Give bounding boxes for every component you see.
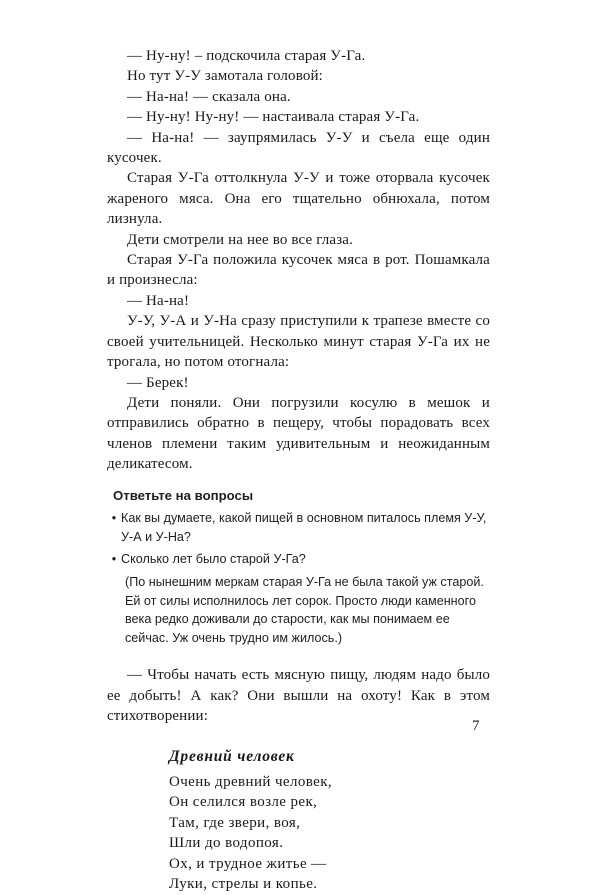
poem-line: Там, где звери, воя, — [169, 813, 490, 834]
paragraph: Но тут У-У замотала головой: — [107, 66, 490, 86]
poem-line: Очень древний человек, — [169, 772, 490, 793]
paragraph: У-У, У-А и У-На сразу приступили к трапезе вместе со своей учительницей. Несколько минут старая У-Га их не трогала, но потом отогнала: — [107, 311, 490, 372]
paragraph: — Чтобы начать есть мясную пищу, людям надо было ее добыть! А как? Они вышли на охоту! Как в этом стихотворении: — [107, 665, 490, 726]
questions-block — [107, 487, 490, 648]
paragraph: Старая У-Га оттолкнула У-У и тоже оторвала кусочек жареного мяса. Она его тщательно обнюхала, потом лизнула. — [107, 168, 490, 229]
paragraph: Старая У-Га положила кусочек мяса в рот. Пошамкала и произнесла: — [107, 250, 490, 291]
story-text — [107, 46, 490, 475]
question-note: (По нынешним меркам старая У-Га не была такой уж старой. Ей от силы исполнилось лет сорок. Просто люди каменного века редко доживали до старости, как мы понимаем ее сейчас. Уж очень трудно им жилось.) — [125, 573, 490, 647]
paragraph: — Ну-ну! – подскочила старая У-Га. — [107, 46, 490, 66]
paragraph: Дети смотрели на нее во все глаза. — [107, 230, 490, 250]
poem-line: Он селился возле рек, — [169, 792, 490, 813]
book-page — [107, 46, 490, 895]
bullet-icon: • — [107, 509, 121, 546]
question-text: Сколько лет было старой У-Га? — [121, 550, 490, 569]
page-number: 7 — [472, 718, 480, 735]
poem-line: Луки, стрелы и копье. — [169, 874, 490, 895]
paragraph: — Берек! — [107, 373, 490, 393]
paragraph: Дети поняли. Они погрузили косулю в мешок и отправились обратно в пещеру, чтобы порадовать всех членов племени таким удивительным и неожиданным деликатесом. — [107, 393, 490, 475]
bullet-icon: • — [107, 550, 121, 569]
paragraph: — На-на! — сказала она. — [107, 87, 490, 107]
paragraph: — На-на! — [107, 291, 490, 311]
paragraph: — Ну-ну! Ну-ну! — настаивала старая У-Га. — [107, 107, 490, 127]
question-item — [107, 509, 490, 546]
poem-title: Древний человек — [169, 748, 490, 766]
questions-title: Ответьте на вопросы — [113, 487, 490, 506]
question-text: Как вы думаете, какой пищей в основном питалось племя У-У, У-А и У-На? — [121, 509, 490, 546]
poem — [169, 748, 490, 895]
question-item — [107, 550, 490, 569]
paragraph: — На-на! — заупрямилась У-У и съела еще один кусочек. — [107, 128, 490, 169]
poem-line: Шли до водопоя. — [169, 833, 490, 854]
poem-line: Ох, и трудное житье — — [169, 854, 490, 875]
